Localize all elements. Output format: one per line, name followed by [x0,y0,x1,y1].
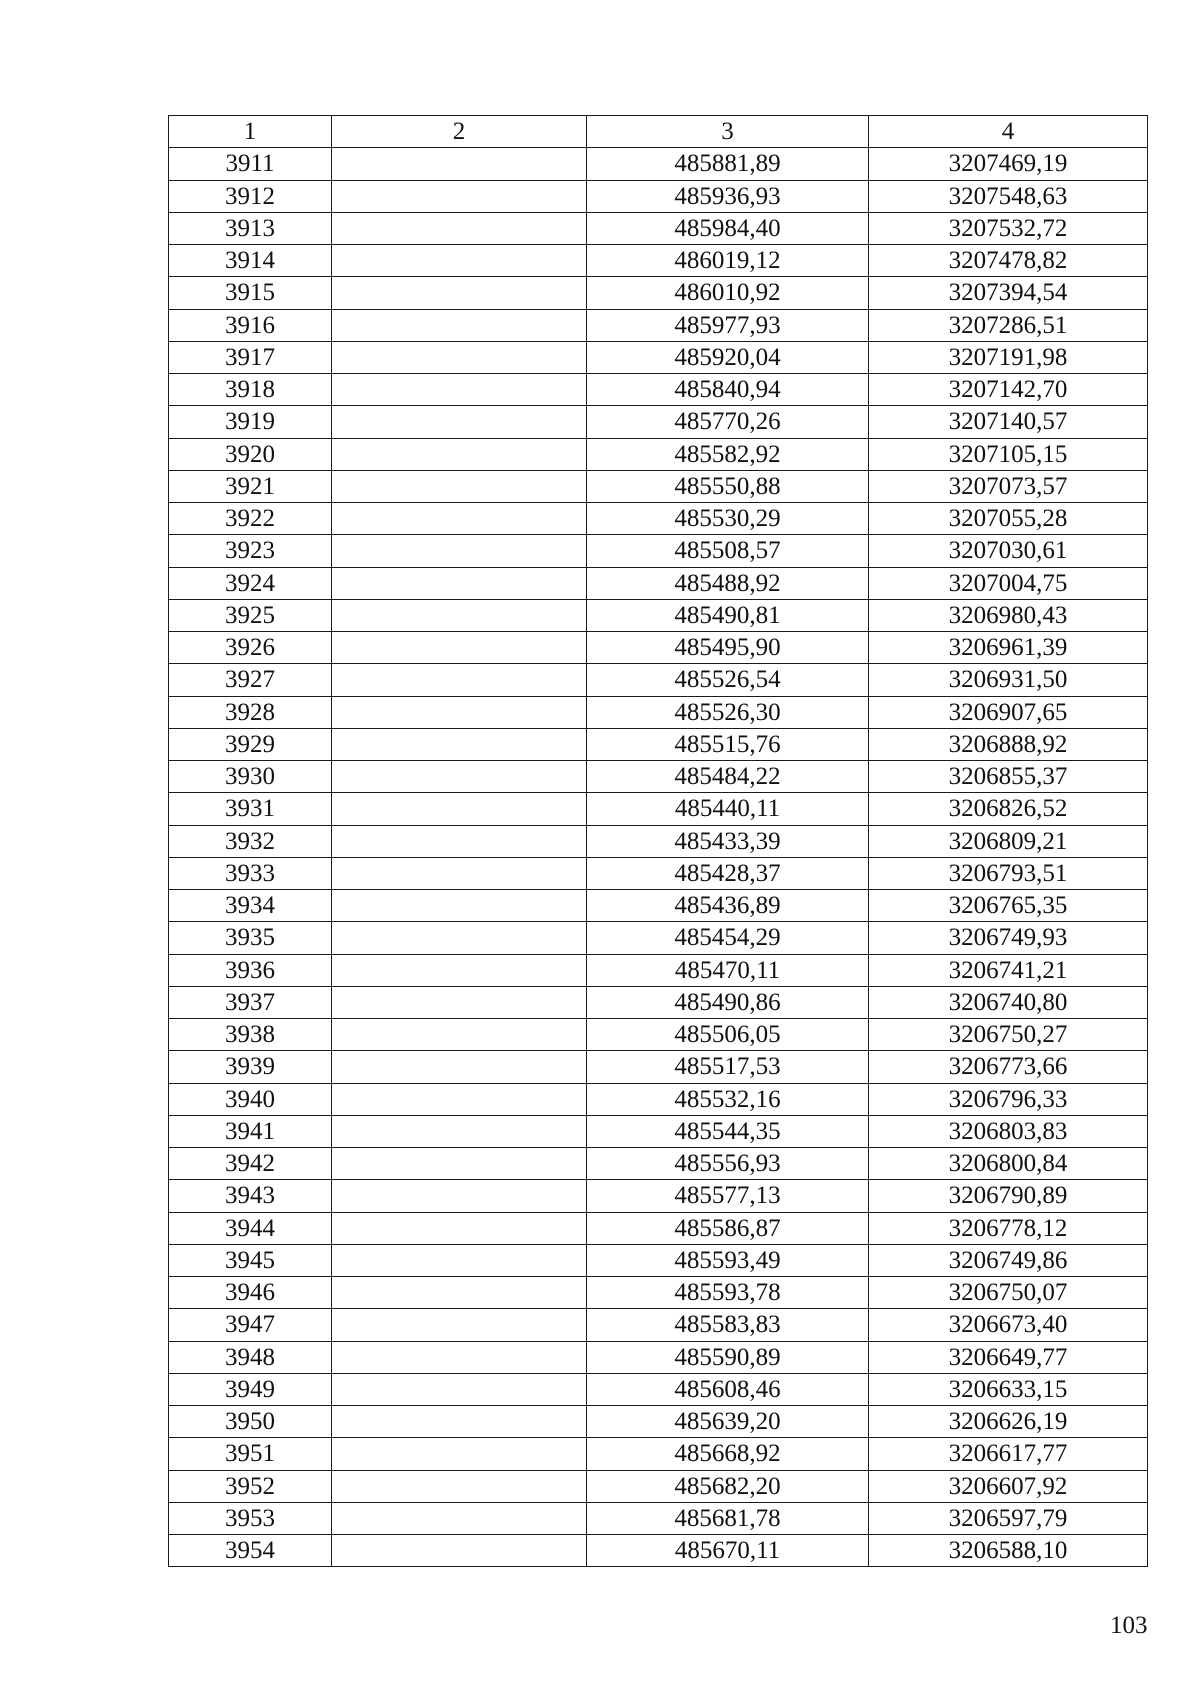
x-coordinate-cell: 485550,88 [587,470,869,502]
x-coordinate-cell: 485920,04 [587,341,869,373]
y-coordinate-cell: 3206961,39 [869,632,1148,664]
point-number-cell: 3926 [169,632,332,664]
point-number-cell: 3933 [169,857,332,889]
point-number-cell: 3931 [169,793,332,825]
table-row [169,212,1148,244]
table-row [169,567,1148,599]
y-coordinate-cell: 3206617,77 [869,1438,1148,1470]
point-number-cell: 3950 [169,1406,332,1438]
table-row [169,1212,1148,1244]
point-number-cell: 3927 [169,664,332,696]
y-coordinate-cell: 3206626,19 [869,1406,1148,1438]
point-number-cell: 3923 [169,535,332,567]
y-coordinate-cell: 3207469,19 [869,148,1148,180]
empty-cell [332,438,587,470]
x-coordinate-cell: 486019,12 [587,245,869,277]
y-coordinate-cell: 3206980,43 [869,599,1148,631]
table-row [169,599,1148,631]
table-row [169,374,1148,406]
empty-cell [332,212,587,244]
y-coordinate-cell: 3206826,52 [869,793,1148,825]
point-number-cell: 3938 [169,1019,332,1051]
table-row [169,1083,1148,1115]
y-coordinate-cell: 3206588,10 [869,1535,1148,1567]
y-coordinate-cell: 3206740,80 [869,986,1148,1018]
table-row [169,696,1148,728]
x-coordinate-cell: 485428,37 [587,857,869,889]
x-coordinate-cell: 485433,39 [587,825,869,857]
table-row [169,180,1148,212]
y-coordinate-cell: 3206750,27 [869,1019,1148,1051]
empty-cell [332,1051,587,1083]
y-coordinate-cell: 3206809,21 [869,825,1148,857]
x-coordinate-cell: 485984,40 [587,212,869,244]
point-number-cell: 3913 [169,212,332,244]
table-row [169,309,1148,341]
point-number-cell: 3947 [169,1309,332,1341]
table-row [169,1148,1148,1180]
empty-cell [332,148,587,180]
empty-cell [332,1148,587,1180]
y-coordinate-cell: 3207030,61 [869,535,1148,567]
empty-cell [332,728,587,760]
point-number-cell: 3949 [169,1373,332,1405]
empty-cell [332,1341,587,1373]
x-coordinate-cell: 485530,29 [587,503,869,535]
x-coordinate-cell: 485639,20 [587,1406,869,1438]
table-row [169,245,1148,277]
x-coordinate-cell: 485508,57 [587,535,869,567]
point-number-cell: 3920 [169,438,332,470]
x-coordinate-cell: 485454,29 [587,922,869,954]
x-coordinate-cell: 485532,16 [587,1083,869,1115]
x-coordinate-cell: 485484,22 [587,761,869,793]
table-row [169,986,1148,1018]
y-coordinate-cell: 3206888,92 [869,728,1148,760]
table-row [169,825,1148,857]
y-coordinate-cell: 3206855,37 [869,761,1148,793]
table-row [169,1535,1148,1567]
x-coordinate-cell: 485586,87 [587,1212,869,1244]
point-number-cell: 3946 [169,1277,332,1309]
y-coordinate-cell: 3207478,82 [869,245,1148,277]
table-row [169,1502,1148,1534]
table-row [169,793,1148,825]
empty-cell [332,986,587,1018]
page-number: 103 [1110,1612,1148,1639]
x-coordinate-cell: 485590,89 [587,1341,869,1373]
empty-cell [332,470,587,502]
y-coordinate-cell: 3206607,92 [869,1470,1148,1502]
y-coordinate-cell: 3207191,98 [869,341,1148,373]
x-coordinate-cell: 485490,86 [587,986,869,1018]
table-row [169,1406,1148,1438]
table-row [169,1341,1148,1373]
empty-cell [332,1083,587,1115]
empty-cell [332,1406,587,1438]
empty-cell [332,1502,587,1534]
table-row [169,632,1148,664]
empty-cell [332,567,587,599]
y-coordinate-cell: 3207394,54 [869,277,1148,309]
y-coordinate-cell: 3206749,93 [869,922,1148,954]
point-number-cell: 3941 [169,1115,332,1147]
x-coordinate-cell: 485577,13 [587,1180,869,1212]
x-coordinate-cell: 485436,89 [587,890,869,922]
point-number-cell: 3922 [169,503,332,535]
x-coordinate-cell: 485440,11 [587,793,869,825]
x-coordinate-cell: 485582,92 [587,438,869,470]
x-coordinate-cell: 485544,35 [587,1115,869,1147]
point-number-cell: 3953 [169,1502,332,1534]
x-coordinate-cell: 485881,89 [587,148,869,180]
empty-cell [332,825,587,857]
empty-cell [332,1470,587,1502]
y-coordinate-cell: 3207004,75 [869,567,1148,599]
empty-cell [332,761,587,793]
point-number-cell: 3952 [169,1470,332,1502]
y-coordinate-cell: 3207073,57 [869,470,1148,502]
table-row [169,503,1148,535]
x-coordinate-cell: 485840,94 [587,374,869,406]
y-coordinate-cell: 3206597,79 [869,1502,1148,1534]
empty-cell [332,535,587,567]
point-number-cell: 3921 [169,470,332,502]
x-coordinate-cell: 485593,78 [587,1277,869,1309]
table-row [169,1277,1148,1309]
table-row [169,761,1148,793]
table-row [169,728,1148,760]
y-coordinate-cell: 3206790,89 [869,1180,1148,1212]
column-header-4: 4 [869,116,1148,148]
x-coordinate-cell: 485977,93 [587,309,869,341]
point-number-cell: 3951 [169,1438,332,1470]
point-number-cell: 3945 [169,1244,332,1276]
point-number-cell: 3911 [169,148,332,180]
point-number-cell: 3935 [169,922,332,954]
empty-cell [332,1115,587,1147]
table-row [169,148,1148,180]
x-coordinate-cell: 485681,78 [587,1502,869,1534]
y-coordinate-cell: 3207532,72 [869,212,1148,244]
column-header-2: 2 [332,116,587,148]
table-row [169,890,1148,922]
x-coordinate-cell: 485488,92 [587,567,869,599]
y-coordinate-cell: 3206741,21 [869,954,1148,986]
point-number-cell: 3912 [169,180,332,212]
point-number-cell: 3928 [169,696,332,728]
table-row [169,470,1148,502]
point-number-cell: 3939 [169,1051,332,1083]
empty-cell [332,954,587,986]
table-row [169,1019,1148,1051]
table-row [169,922,1148,954]
empty-cell [332,632,587,664]
empty-cell [332,374,587,406]
empty-cell [332,180,587,212]
y-coordinate-cell: 3207105,15 [869,438,1148,470]
empty-cell [332,341,587,373]
y-coordinate-cell: 3206765,35 [869,890,1148,922]
y-coordinate-cell: 3206778,12 [869,1212,1148,1244]
empty-cell [332,1277,587,1309]
table-row [169,535,1148,567]
point-number-cell: 3924 [169,567,332,599]
x-coordinate-cell: 485936,93 [587,180,869,212]
empty-cell [332,1019,587,1051]
y-coordinate-cell: 3207548,63 [869,180,1148,212]
point-number-cell: 3942 [169,1148,332,1180]
column-header-1: 1 [169,116,332,148]
y-coordinate-cell: 3206796,33 [869,1083,1148,1115]
x-coordinate-cell: 485470,11 [587,954,869,986]
y-coordinate-cell: 3206673,40 [869,1309,1148,1341]
table-row [169,1309,1148,1341]
table-row [169,1373,1148,1405]
point-number-cell: 3954 [169,1535,332,1567]
y-coordinate-cell: 3206773,66 [869,1051,1148,1083]
table-row [169,341,1148,373]
empty-cell [332,406,587,438]
point-number-cell: 3943 [169,1180,332,1212]
x-coordinate-cell: 485526,30 [587,696,869,728]
point-number-cell: 3914 [169,245,332,277]
table-row [169,1438,1148,1470]
x-coordinate-cell: 485668,92 [587,1438,869,1470]
x-coordinate-cell: 485526,54 [587,664,869,696]
x-coordinate-cell: 485506,05 [587,1019,869,1051]
x-coordinate-cell: 486010,92 [587,277,869,309]
table-row [169,857,1148,889]
empty-cell [332,1180,587,1212]
empty-cell [332,503,587,535]
y-coordinate-cell: 3206803,83 [869,1115,1148,1147]
point-number-cell: 3944 [169,1212,332,1244]
y-coordinate-cell: 3206800,84 [869,1148,1148,1180]
empty-cell [332,1438,587,1470]
table-row [169,1244,1148,1276]
table-row [169,438,1148,470]
x-coordinate-cell: 485495,90 [587,632,869,664]
x-coordinate-cell: 485490,81 [587,599,869,631]
x-coordinate-cell: 485593,49 [587,1244,869,1276]
table-body [169,148,1148,1567]
empty-cell [332,277,587,309]
x-coordinate-cell: 485670,11 [587,1535,869,1567]
point-number-cell: 3936 [169,954,332,986]
point-number-cell: 3930 [169,761,332,793]
empty-cell [332,1373,587,1405]
empty-cell [332,1535,587,1567]
point-number-cell: 3932 [169,825,332,857]
empty-cell [332,793,587,825]
y-coordinate-cell: 3207286,51 [869,309,1148,341]
table-row [169,277,1148,309]
point-number-cell: 3916 [169,309,332,341]
table-row [169,1051,1148,1083]
empty-cell [332,309,587,341]
y-coordinate-cell: 3207142,70 [869,374,1148,406]
empty-cell [332,1212,587,1244]
y-coordinate-cell: 3206907,65 [869,696,1148,728]
point-number-cell: 3934 [169,890,332,922]
empty-cell [332,245,587,277]
column-header-3: 3 [587,116,869,148]
point-number-cell: 3925 [169,599,332,631]
table-row [169,1180,1148,1212]
table-header-row [169,116,1148,148]
point-number-cell: 3918 [169,374,332,406]
y-coordinate-cell: 3206749,86 [869,1244,1148,1276]
empty-cell [332,857,587,889]
empty-cell [332,664,587,696]
y-coordinate-cell: 3206931,50 [869,664,1148,696]
x-coordinate-cell: 485608,46 [587,1373,869,1405]
table-row [169,1470,1148,1502]
y-coordinate-cell: 3206649,77 [869,1341,1148,1373]
y-coordinate-cell: 3206793,51 [869,857,1148,889]
table-row [169,406,1148,438]
table-row [169,664,1148,696]
empty-cell [332,1309,587,1341]
x-coordinate-cell: 485556,93 [587,1148,869,1180]
point-number-cell: 3948 [169,1341,332,1373]
table-row [169,1115,1148,1147]
x-coordinate-cell: 485517,53 [587,1051,869,1083]
empty-cell [332,1244,587,1276]
coordinates-table [168,115,1148,1567]
x-coordinate-cell: 485583,83 [587,1309,869,1341]
point-number-cell: 3919 [169,406,332,438]
point-number-cell: 3917 [169,341,332,373]
y-coordinate-cell: 3206750,07 [869,1277,1148,1309]
y-coordinate-cell: 3206633,15 [869,1373,1148,1405]
point-number-cell: 3929 [169,728,332,760]
x-coordinate-cell: 485682,20 [587,1470,869,1502]
table-row [169,954,1148,986]
empty-cell [332,922,587,954]
y-coordinate-cell: 3207140,57 [869,406,1148,438]
y-coordinate-cell: 3207055,28 [869,503,1148,535]
empty-cell [332,890,587,922]
x-coordinate-cell: 485770,26 [587,406,869,438]
point-number-cell: 3940 [169,1083,332,1115]
empty-cell [332,599,587,631]
point-number-cell: 3937 [169,986,332,1018]
empty-cell [332,696,587,728]
point-number-cell: 3915 [169,277,332,309]
x-coordinate-cell: 485515,76 [587,728,869,760]
